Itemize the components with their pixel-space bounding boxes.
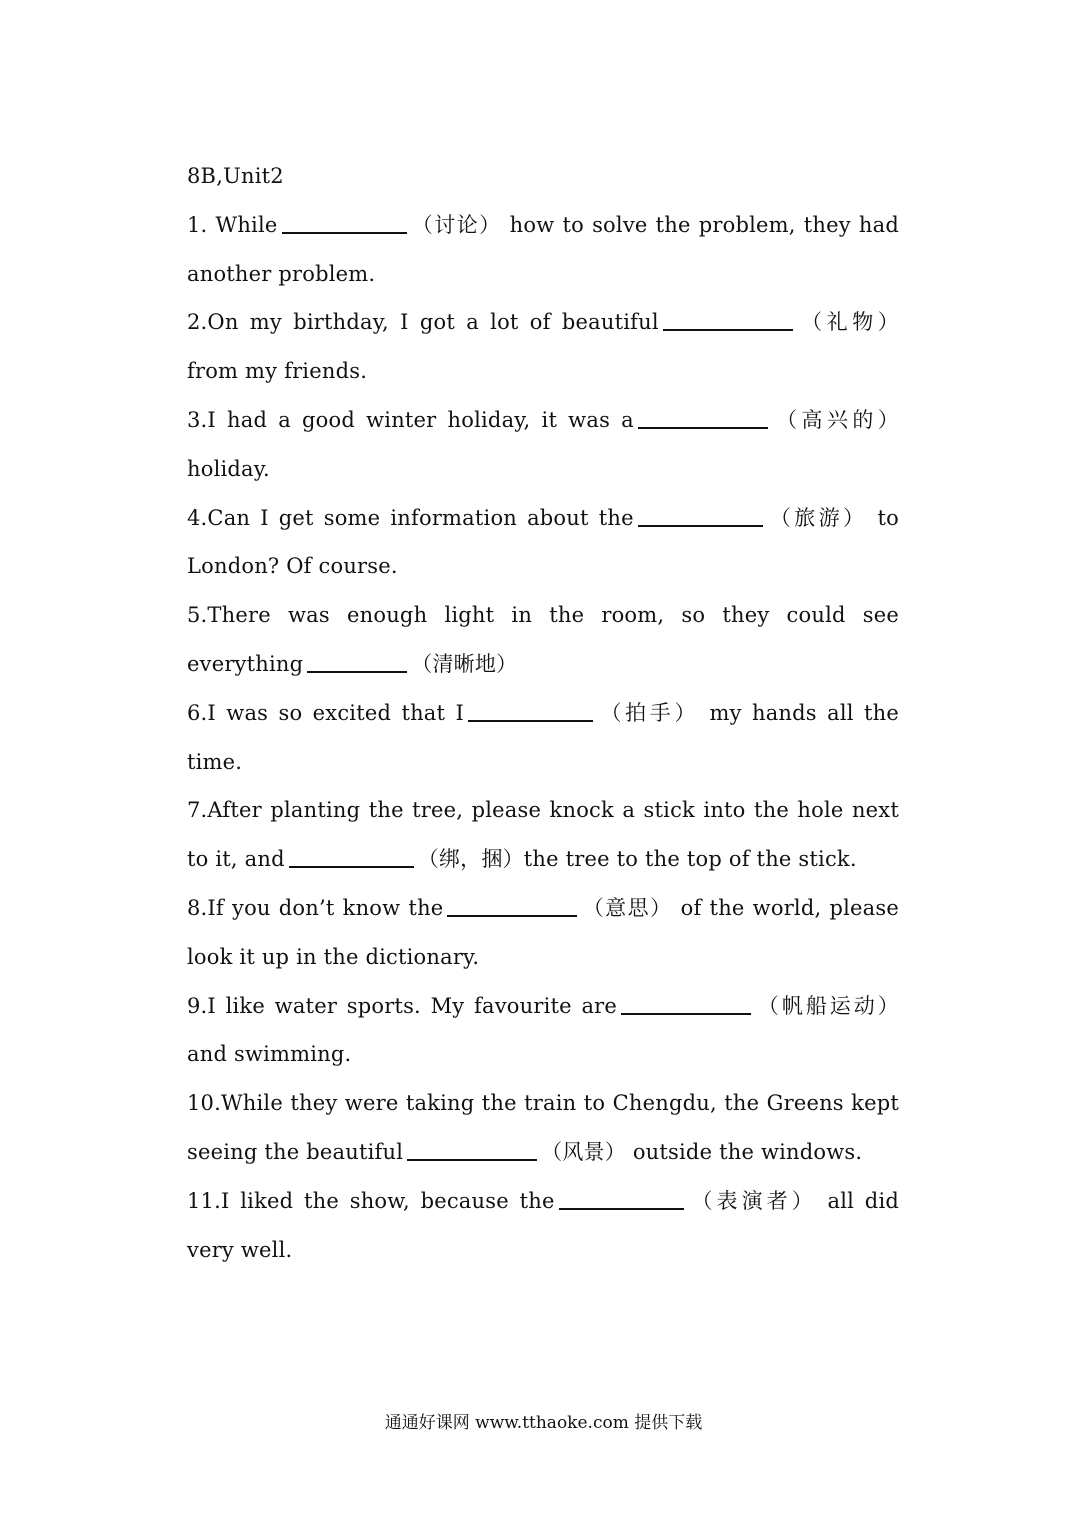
- answer-blank-11[interactable]: [559, 1207, 684, 1210]
- question-2-text-after: （礼物） from my friends.: [187, 310, 899, 384]
- question-11-text-before: 11.I liked the show, because the: [187, 1188, 555, 1213]
- question-11-text-after: （表演者） all did very well.: [187, 1188, 900, 1262]
- question-2-text-before: 2.On my birthday, I got a lot of beautiful: [187, 310, 659, 335]
- question-10: [187, 1079, 899, 1177]
- worksheet: [187, 152, 899, 1274]
- question-7-text-before: 7.After planting the tree, please knock a stick into the hole next to it, and: [187, 798, 899, 872]
- question-2: [187, 298, 899, 396]
- answer-blank-3[interactable]: [638, 426, 768, 429]
- question-8-text-after: （意思） of the world, please look it up in the dictionary.: [187, 895, 900, 969]
- question-3-text-before: 3.I had a good winter holiday, it was a: [187, 407, 634, 432]
- question-5-text-before: 5.There was enough light in the room, so they could see everything: [187, 603, 899, 676]
- answer-blank-8[interactable]: [447, 914, 577, 917]
- question-4: [187, 494, 899, 592]
- unit-heading: 8B,Unit2: [187, 164, 284, 188]
- question-10-text-before: 10.While they were taking the train to Chengdu, the Greens kept seeing the beautiful: [187, 1091, 899, 1164]
- question-4-text-before: 4.Can I get some information about the: [187, 505, 634, 530]
- answer-blank-4[interactable]: [638, 524, 763, 527]
- question-5-text-after: （清晰地）: [411, 651, 518, 676]
- question-11: [187, 1177, 899, 1275]
- answer-blank-6[interactable]: [468, 719, 593, 722]
- question-1-text-before: 1. While: [187, 212, 278, 237]
- answer-blank-2[interactable]: [663, 328, 793, 331]
- question-6-text-before: 6.I was so excited that I: [187, 700, 464, 725]
- question-6-text-after: （拍手） my hands all the time.: [187, 700, 899, 774]
- answer-blank-10[interactable]: [407, 1158, 537, 1161]
- question-7-text-after: （绑，捆）the tree to the top of the stick.: [417, 847, 857, 872]
- answer-blank-9[interactable]: [621, 1012, 751, 1015]
- question-9-text-after: （帆船运动）and swimming.: [187, 993, 899, 1067]
- question-10-text-after: （风景） outside the windows.: [541, 1139, 863, 1164]
- page-footer: 通通好课网 www.tthaoke.com 提供下载: [384, 1413, 703, 1433]
- question-5: [187, 591, 899, 689]
- question-1-text-after: （讨论） how to solve the problem, they had another problem.: [187, 212, 900, 286]
- question-9: [187, 982, 899, 1080]
- answer-blank-1[interactable]: [282, 231, 407, 234]
- question-9-text-before: 9.I like water sports. My favourite are: [187, 993, 618, 1018]
- question-3: [187, 396, 899, 494]
- question-1: [187, 201, 899, 299]
- question-6: [187, 689, 899, 787]
- question-4-text-after: （旅游） to London? Of course.: [187, 505, 899, 579]
- question-8: [187, 884, 899, 982]
- question-7: [187, 786, 899, 884]
- answer-blank-5[interactable]: [307, 670, 407, 673]
- question-3-text-after: （高兴的） holiday.: [187, 407, 899, 481]
- answer-blank-7[interactable]: [289, 865, 414, 868]
- question-8-text-before: 8.If you don’t know the: [187, 895, 444, 920]
